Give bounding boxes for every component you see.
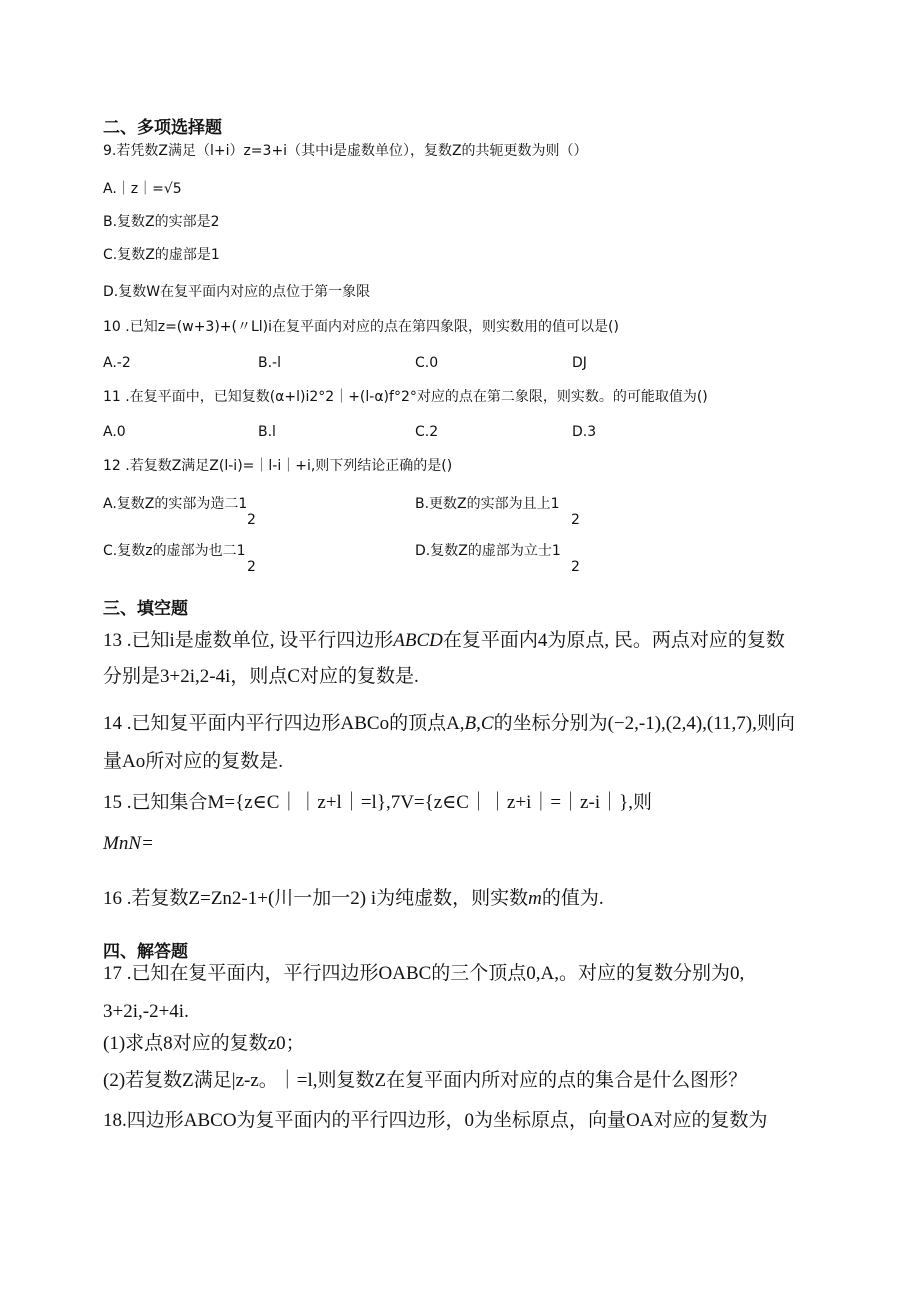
- question-14-line-2: 量Ao所对应的复数是.: [103, 751, 283, 772]
- question-9-stem: 9.若凭数Z满足（l+i）z=3+i（其中i是虚数单位），复数Z的共轭更数为则（）: [103, 143, 588, 159]
- question-10-option-c: C.0: [415, 355, 439, 371]
- question-17-part-2: (2)若复数Z满足|z-z。｜=l,则复数Z在复平面内所对应的点的集合是什么图形？: [103, 1070, 748, 1091]
- question-9-option-a: A.｜z｜=√5: [103, 181, 182, 197]
- question-13-text-a: 13 .已知i是虚数单位, 设平行四边形: [103, 630, 394, 651]
- question-12-option-b-denominator: 2: [571, 512, 580, 528]
- question-12-option-b: B.更数Z的实部为且上1: [415, 496, 560, 512]
- question-12-option-c-denominator: 2: [247, 559, 256, 575]
- question-10-stem: 10 .已知z=(w+3)+(〃Ll)i在复平面内对应的点在第四象限，则实数用的值可以是(): [103, 319, 619, 335]
- question-11-option-a: A.0: [103, 424, 126, 440]
- question-13-abcd: ABCD: [393, 630, 443, 651]
- section-heading-fill-in: 三、填空题: [103, 599, 188, 619]
- question-9-option-c: C.复数Z的虚部是1: [103, 247, 220, 263]
- question-16-text-a: 16 .若复数Z=Zn2-1+(川一加一2) i为纯虚数，则实数: [103, 888, 529, 909]
- question-16-text-b: 的值为.: [541, 888, 604, 909]
- question-14-line-1: [103, 712, 795, 736]
- question-13-text-b: 在复平面内4为原点, 民。两点对应的复数: [442, 630, 785, 651]
- question-15-line-2: MnN=: [103, 833, 154, 854]
- question-10-option-d: DJ: [572, 355, 587, 371]
- question-11-stem: 11 .在复平面中，已知复数(α+l)i2°2｜+(l-α)f°2°对应的点在第二象限，则实数。的可能取值为(): [103, 389, 708, 405]
- question-10-option-a: A.-2: [103, 355, 131, 371]
- question-11-option-c: C.2: [415, 424, 439, 440]
- section-heading-solutions: 四、解答题: [103, 942, 188, 962]
- question-17-line-2: 3+2i,-2+4i.: [103, 1001, 189, 1022]
- question-14-text-a: 14 .已知复平面内平行四边形ABCo的顶点A,: [103, 713, 465, 734]
- question-9-option-d: D.复数W在复平面内对应的点位于第一象限: [103, 284, 371, 300]
- question-9-option-b: B.复数Z的实部是2: [103, 214, 220, 230]
- question-12-option-c: C.复数z的虚部为也二1: [103, 543, 246, 559]
- question-16-m: m: [528, 888, 542, 909]
- question-14-bc: B,C: [464, 713, 494, 734]
- question-16-line-1: [103, 887, 604, 911]
- question-10-option-b: B.-l: [258, 355, 281, 371]
- question-17-part-1: (1)求点8对应的复数z0；: [103, 1033, 305, 1054]
- question-13-line-2: 分别是3+2i,2-4i，则点C对应的复数是.: [103, 666, 419, 687]
- question-13-line-1: [103, 629, 785, 653]
- question-18-line-1: 18.四边形ABCO为复平面内的平行四边形，0为坐标原点，向量OA对应的复数为: [103, 1110, 768, 1131]
- question-17-line-1: 17 .已知在复平面内，平行四边形OABC的三个顶点0,A,。对应的复数分别为0,: [103, 963, 745, 984]
- question-14-text-b: 的坐标分别为(−2,-1),(2,4),(11,7),则向: [493, 713, 795, 734]
- question-12-option-a: A.复数Z的实部为造二1: [103, 496, 248, 512]
- question-12-option-d-denominator: 2: [571, 559, 580, 575]
- section-heading-multiple-choice: 二、多项选择题: [103, 118, 222, 138]
- question-15-line-1: 15 .已知集合M={z∈C｜｜z+l｜=l},7V={z∈C｜｜z+i｜=｜z-i｜},则: [103, 792, 652, 813]
- question-12-option-d: D.复数Z的虚部为立士1: [415, 543, 561, 559]
- question-11-option-b: B.l: [258, 424, 276, 440]
- question-12-option-a-denominator: 2: [247, 512, 256, 528]
- question-11-option-d: D.3: [572, 424, 597, 440]
- question-12-stem: 12 .若复数Z满足Z(l-i)=｜l-i｜+i,则下列结论正确的是(): [103, 458, 453, 474]
